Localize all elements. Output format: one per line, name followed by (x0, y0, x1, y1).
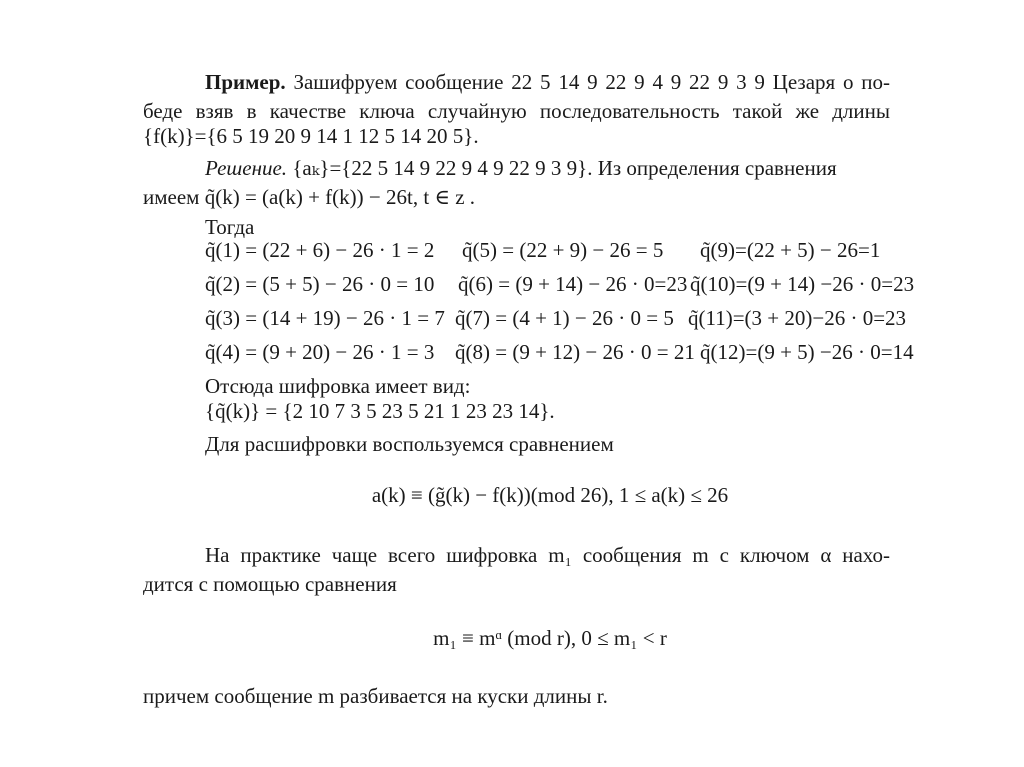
example-paragraph-line-1 (205, 70, 890, 94)
decrypt-formula: a(k) ≡ (g̃(k) − f(k))(mod 26), 1 ≤ a(k) ≤ 26 (371, 483, 729, 507)
equation-7: q̃(7) = (4 + 1) − 26 · 0 = 5 (455, 306, 674, 330)
solution-line-2: имеем q̃(k) = (a(k) + f(k)) − 26t, t ∈ z . (143, 185, 476, 209)
solution-line-1 (205, 156, 890, 180)
equation-10: q̃(10)=(9 + 14) −26 · 0=23 (690, 272, 915, 296)
example-text-1: Зашифруем сообщение 22 5 14 9 22 9 4 9 22 9 3 9 Цезаря о по- (293, 70, 890, 94)
equation-6: q̃(6) = (9 + 14) − 26 · 0=23 (458, 272, 688, 296)
solution-text-1: {aₖ}={22 5 14 9 22 9 4 9 22 9 3 9}. Из определения сравнения (292, 156, 837, 180)
cipher-result: {q̃(k)} = {2 10 7 3 5 23 5 21 1 23 23 14}. (205, 399, 555, 423)
cipher-intro: Отсюда шифровка имеет вид: (205, 374, 471, 398)
equation-1: q̃(1) = (22 + 6) − 26 · 1 = 2 (205, 238, 435, 262)
equation-9: q̃(9)=(22 + 5) − 26=1 (700, 238, 881, 262)
example-paragraph-line-3: {f(k)}={6 5 19 20 9 14 1 12 5 14 20 5}. (143, 124, 479, 148)
example-paragraph-line-2: беде взяв в качестве ключа случайную последовательность такой же длины (143, 99, 890, 123)
example-label: Пример. (205, 70, 286, 94)
practice-line-3: причем сообщение m разбивается на куски длины r. (143, 684, 608, 708)
equation-11: q̃(11)=(3 + 20)−26 · 0=23 (688, 306, 907, 330)
practice-line-2: дится с помощью сравнения (143, 572, 397, 596)
practice-line-1: На практике чаще всего шифровка m₁ сообщения m с ключом α нахо- (205, 543, 890, 567)
solution-label: Решение. (205, 156, 288, 180)
then-label: Тогда (205, 215, 255, 239)
equation-2: q̃(2) = (5 + 5) − 26 · 0 = 10 (205, 272, 435, 296)
decrypt-intro: Для расшифровки воспользуемся сравнением (205, 432, 614, 456)
equation-4: q̃(4) = (9 + 20) − 26 · 1 = 3 (205, 340, 435, 364)
equation-5: q̃(5) = (22 + 9) − 26 = 5 (462, 238, 664, 262)
equation-8: q̃(8) = (9 + 12) − 26 · 0 = 21 (455, 340, 695, 364)
equation-3: q̃(3) = (14 + 19) − 26 · 1 = 7 (205, 306, 445, 330)
practice-formula: m₁ ≡ mᵅ (mod r), 0 ≤ m₁ < r (433, 626, 667, 650)
equation-12: q̃(12)=(9 + 5) −26 · 0=14 (700, 340, 914, 364)
